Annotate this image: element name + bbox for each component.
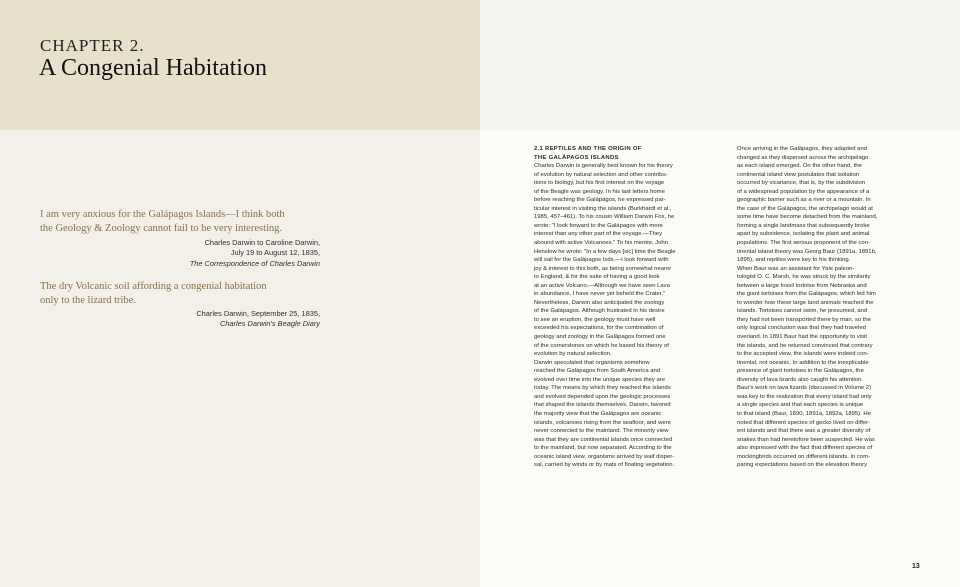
right-header-band: [480, 0, 960, 130]
body-text-line: at an active Volcano.—Although we have seen Lava: [534, 282, 670, 289]
chapter-title: A Congenial Habitation: [39, 55, 267, 81]
body-text-line: between a large fossil tortoise from Nebraska and: [737, 282, 867, 289]
epigraph-quote-2: [40, 280, 330, 308]
body-text-line: will sail for the Galápagos Isds.—I look forward with: [534, 257, 669, 264]
epigraph-attribution-2: [40, 309, 320, 330]
body-text-line: ticular interest in visiting the islands (Burkhardt et al.,: [534, 205, 672, 212]
epigraph-line: only to the lizard tribe.: [40, 295, 136, 306]
body-text-line: oceanic island view, organisms arrived by waif disper-: [534, 453, 675, 460]
body-text-line: a single species and that each species is unique: [737, 402, 864, 409]
body-column-left: [534, 145, 719, 470]
body-text-line: as each island emerged. On the other hand, the: [737, 163, 862, 170]
left-column-lines: [534, 162, 719, 470]
body-text-line: abound with active Volcanoes." To his mentor, John: [534, 240, 668, 247]
body-text-line: diversity of lava lizards also caught his attention.: [737, 376, 864, 383]
body-text-line: to the accepted view, the islands were indeed con-: [737, 351, 869, 358]
body-text-line: continental island view postulates that isolation: [737, 171, 860, 178]
body-text-line: of evolution by natural selection and other contribu-: [534, 171, 668, 178]
body-text-line: of a widespread population by the appearance of a: [737, 188, 870, 195]
body-text-line: mockingbirds occurred on different islands. In com-: [737, 453, 871, 460]
body-text-line: Charles Darwin is generally best known for his theory: [534, 163, 673, 170]
body-text-line: Darwin speculated that organisms somehow: [534, 359, 650, 366]
body-text-line: to England, & for the sake of having a good look: [534, 274, 660, 281]
epigraph-quote-1: [40, 208, 330, 236]
body-text-line: to wonder how these large land animals reached the: [737, 299, 874, 306]
epigraph-attribution-1: [40, 238, 320, 269]
body-text-line: Once arriving in the Galápagos, they adapted and: [737, 146, 868, 152]
body-text-line: was that they are continental islands once connected: [534, 436, 673, 443]
epigraph-panel: [0, 130, 480, 587]
body-text-line: also impressed with the fact that different species of: [737, 445, 873, 452]
body-text-line: tions to biology, but his first interest on the voyage: [534, 180, 665, 187]
body-text-line: occurred by vicariance, that is, by the subdivision: [737, 180, 866, 187]
body-text-line: geology and zoology in the Galápagos formed one: [534, 334, 666, 341]
body-text-line: overland. In 1891 Baur had the opportunity to visit: [737, 334, 868, 341]
right-column-lines: [737, 145, 922, 470]
body-text-line: to see an eruption, the geology must have well: [534, 316, 656, 323]
body-text-line: was key to the realization that every island had only: [737, 393, 872, 400]
body-text-line: paring expectations based on the elevation theory: [737, 462, 868, 469]
body-text-line: Henslow he wrote: "In a few days [sic] time the Beagle: [534, 248, 676, 255]
body-text-line: of the Galápagos. Although frustrated in his desire: [534, 308, 665, 315]
body-text-line: to that island (Baur, 1890, 1891a, 1892a, 1895). He: [737, 410, 871, 417]
body-text-line: islands, volcanoes rising from the seafloor, and were: [534, 419, 671, 426]
body-text-line: reached the Galápagos from South America and: [534, 368, 661, 375]
body-text-line: evolution by natural selection.: [534, 351, 612, 358]
attribution-line: Charles Darwin, September 25, 1835,: [196, 309, 320, 318]
body-text-line: islands. Tortoises cannot swim, he presumed, and: [737, 308, 868, 315]
body-text-line: of the Beagle was geology. In his last letters home: [534, 188, 665, 195]
body-text-line: forming a single landmass that subsequently broke: [737, 222, 870, 229]
body-text-line: ent islands and that there was a greater diversity of: [737, 428, 871, 435]
body-text-line: of the cornerstones on which he based his theory of: [534, 342, 669, 349]
body-text-line: When Baur was an assistant for Yale paleon-: [737, 265, 855, 272]
body-text-line: only logical conclusion was that they had traveled: [737, 325, 867, 332]
body-text-line: they had not been transported there by man, so the: [737, 316, 871, 323]
body-text-line: exceeded his expectations, for the combination of: [534, 325, 664, 332]
body-text-line: the giant tortoises from the Galápagos, which led him: [737, 291, 876, 298]
body-text-line: the islands, and he returned convinced that contrary: [737, 342, 873, 349]
body-text-line: geographic barrier such as a river or a mountain. In: [737, 197, 871, 204]
attribution-source: The Correspondence of Charles Darwin: [189, 258, 320, 268]
body-text-line: tologist O. C. Marsh, he was struck by the similarity: [737, 274, 871, 281]
body-text-line: evolved over time into the unique species they are: [534, 376, 665, 383]
body-text-line: never connected to the mainland. The minority view: [534, 428, 669, 435]
body-text-line: wrote: "I look forward to the Galápagos with more: [534, 222, 663, 229]
body-text-line: joy & interest to this both, as being somewhat nearer: [534, 265, 672, 272]
section-heading: 2.1 REPTILES AND THE ORIGIN OF: [534, 146, 642, 152]
section-heading: THE GALÁPAGOS ISLANDS: [534, 154, 619, 161]
body-text-line: before reaching the Galápagos, he expressed par-: [534, 197, 666, 204]
body-text-line: 1985, 457–461). To his cousin William Darwin Fox, he: [534, 214, 675, 221]
body-text-line: populations. The first serious proponent of the con-: [737, 240, 870, 247]
attribution-line: Charles Darwin to Caroline Darwin,: [204, 238, 320, 247]
body-text-line: tinental island theory was Georg Baur (1891a, 1891b,: [737, 248, 877, 255]
body-text-line: apart by subsidence, isolating the plant and animal: [737, 231, 870, 238]
body-text-line: today. The means by which they reached the islands: [534, 385, 671, 392]
attribution-line: July 19 to August 12, 1835,: [230, 248, 320, 258]
body-text-line: Nevertheless, Darwin also anticipated the zoology: [534, 299, 665, 306]
body-text-line: 1895), and reptiles were key to his thinking.: [737, 257, 851, 264]
epigraph-line: The dry Volcanic soil affording a congenial habitation: [40, 281, 267, 292]
body-text-line: interest than any other part of the voyage.—They: [534, 231, 663, 238]
epigraph-line: I am very anxious for the Galápagos Islands—I think both: [40, 209, 285, 220]
body-text-line: the majority view that the Galápagos are oceanic: [534, 410, 662, 417]
body-text-line: in abundance, I have never yet beheld the Crater.": [534, 291, 666, 298]
body-column-right: [737, 145, 922, 470]
body-text-line: to the mainland, but now separated. According to the: [534, 445, 672, 452]
body-text-line: that shaped the islands themselves. Darwin, favored: [534, 402, 671, 409]
body-text-line: snakes than had heretofore been suspected. He was: [737, 436, 875, 443]
body-text-line: Baur's work on lava lizards (discussed in Volume 2): [737, 385, 872, 392]
chapter-label: CHAPTER 2.: [40, 36, 145, 55]
body-text-line: the case of the Galápagos, the archipelago would at: [737, 205, 873, 212]
body-text-line: and evolved depended upon the geologic processes: [534, 393, 671, 400]
body-text-line: some time have become detached from the mainland,: [737, 214, 878, 221]
body-text-line: changed as they dispersed across the archipelago: [737, 154, 869, 161]
page-number: 13: [912, 563, 920, 570]
body-text-line: sal, carried by winds or by mats of floating vegetation.: [534, 462, 675, 469]
body-text-line: tinental, not oceanic. In addition to the inexplicable: [737, 359, 869, 366]
attribution-source: Charles Darwin's Beagle Diary: [220, 319, 320, 329]
body-text-line: presence of giant tortoises in the Galápagos, the: [737, 368, 864, 375]
epigraph-line: the Geology & Zoology cannot fail to be very interesting.: [40, 223, 283, 234]
body-text-line: noted that different species of gecko lived on differ-: [737, 419, 871, 426]
